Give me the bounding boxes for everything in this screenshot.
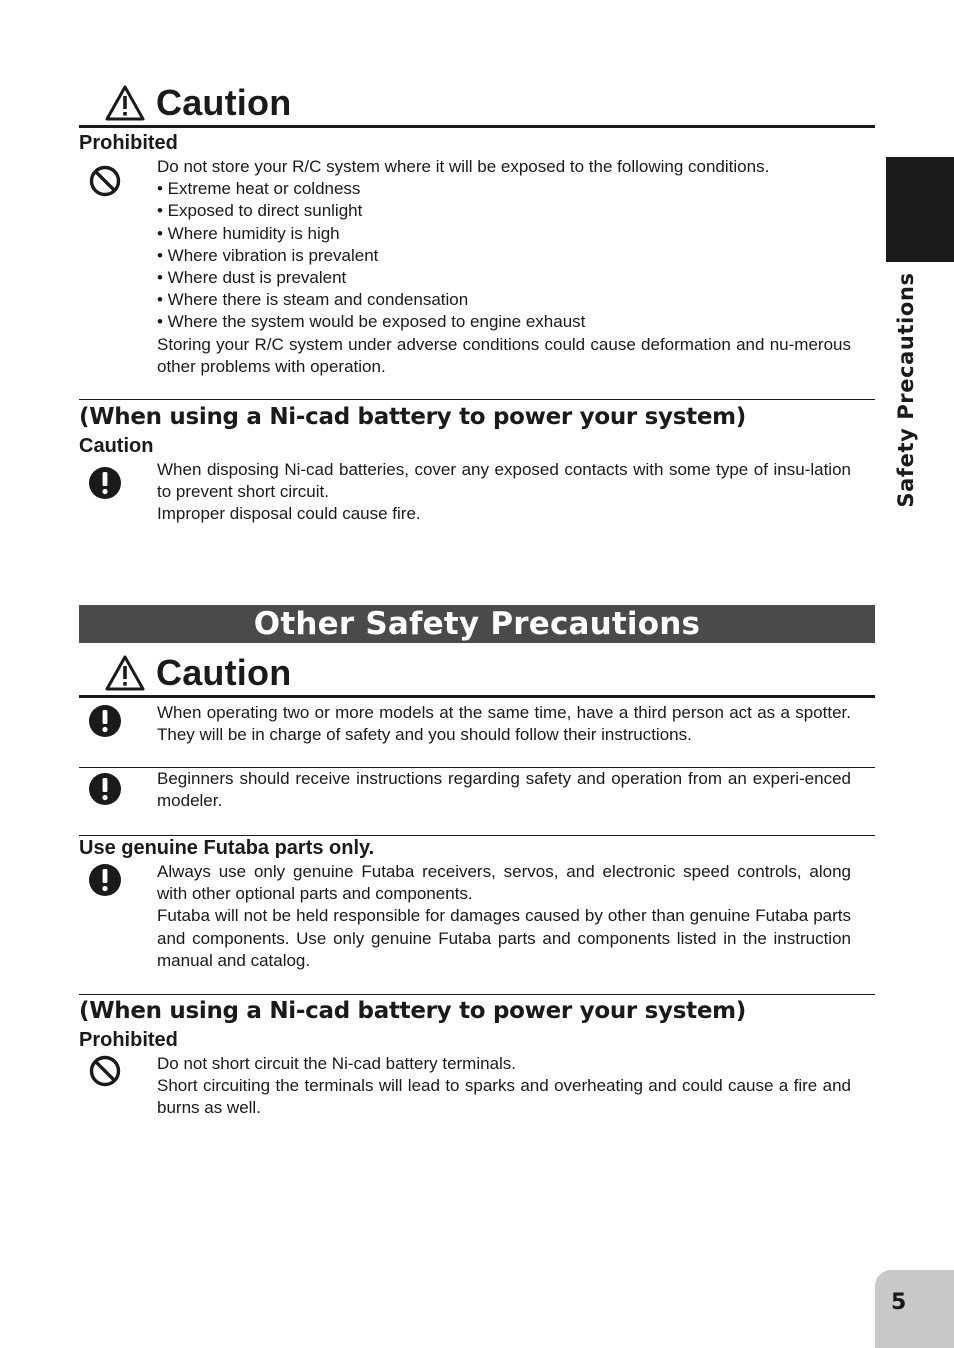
storage-conditions-text xyxy=(157,156,851,378)
paragraph: Short circuiting the terminals will lead to sparks and overheating and could cause a fire and burns as well. xyxy=(157,1076,851,1118)
prohibited-label: Prohibited xyxy=(79,132,178,154)
nicad-disposal-text xyxy=(157,459,851,526)
short-circuit-text xyxy=(157,1053,851,1120)
divider xyxy=(79,399,875,400)
caution-heading-text: Caution xyxy=(156,82,292,123)
list-item: • Where there is steam and condensation xyxy=(157,290,469,310)
storage-intro: Do not store your R/C system where it will be exposed to the following conditions. xyxy=(157,157,770,176)
paragraph: Always use only genuine Futaba receivers, servos, and electronic speed controls, along with other optional parts and components. xyxy=(157,862,851,904)
divider xyxy=(79,695,875,698)
beginners-text xyxy=(157,768,851,812)
prohibited-label: Prohibited xyxy=(79,1029,178,1051)
paragraph: When operating two or more models at the same time, have a third person act as a spotter. They will be in charge of safety and you should follow their instructions. xyxy=(157,703,851,745)
genuine-parts-label: Use genuine Futaba parts only. xyxy=(79,837,375,859)
paragraph: When disposing Ni-cad batteries, cover any exposed contacts with some type of insu-lation to prevent short circuit. xyxy=(157,460,851,502)
warning-triangle-icon xyxy=(104,654,146,692)
prohibited-icon xyxy=(88,164,122,198)
prohibited-icon xyxy=(88,1054,122,1088)
exclamation-icon xyxy=(88,466,122,500)
list-item: • Where the system would be exposed to engine exhaust xyxy=(157,312,586,332)
list-item: • Where humidity is high xyxy=(157,223,340,243)
caution-heading-1 xyxy=(104,81,291,125)
divider xyxy=(79,994,875,995)
side-tab-marker xyxy=(886,157,954,262)
caution-heading-text: Caution xyxy=(156,652,292,693)
list-item: • Exposed to direct sunlight xyxy=(157,201,363,221)
caution-label: Caution xyxy=(79,435,154,457)
exclamation-icon xyxy=(88,863,122,897)
side-tab-label: Safety Precautions xyxy=(894,271,918,508)
list-item: • Where vibration is prevalent xyxy=(157,245,379,265)
caution-heading-2 xyxy=(104,651,291,695)
list-item: • Extreme heat or coldness xyxy=(157,179,361,199)
paragraph: Futaba will not be held responsible for damages caused by other than genuine Futaba parts and components. Use only genuine Futaba parts and components listed in the instruction manual and catalog. xyxy=(157,906,851,970)
nicad-subheading: (When using a Ni-cad battery to power your system) xyxy=(79,998,747,1024)
warning-triangle-icon xyxy=(104,84,146,122)
exclamation-icon xyxy=(88,704,122,738)
exclamation-icon xyxy=(88,772,122,806)
paragraph: Improper disposal could cause fire. xyxy=(157,504,421,524)
nicad-subheading: (When using a Ni-cad battery to power your system) xyxy=(79,404,747,430)
section-banner xyxy=(79,605,875,643)
divider xyxy=(79,125,875,128)
paragraph: Do not short circuit the Ni-cad battery terminals. xyxy=(157,1054,517,1073)
paragraph: Beginners should receive instructions regarding safety and operation from an experi-enced modeler. xyxy=(157,769,851,811)
side-tab xyxy=(886,262,926,517)
page-number: 5 xyxy=(891,1290,907,1315)
section-title: Other Safety Precautions xyxy=(253,606,701,642)
list-item: • Where dust is prevalent xyxy=(157,268,347,288)
page-number-tab xyxy=(875,1270,954,1348)
spotter-text xyxy=(157,702,851,746)
storage-outro: Storing your R/C system under adverse conditions could cause deformation and nu-merous other problems with operation. xyxy=(157,334,851,376)
genuine-parts-text xyxy=(157,861,851,972)
